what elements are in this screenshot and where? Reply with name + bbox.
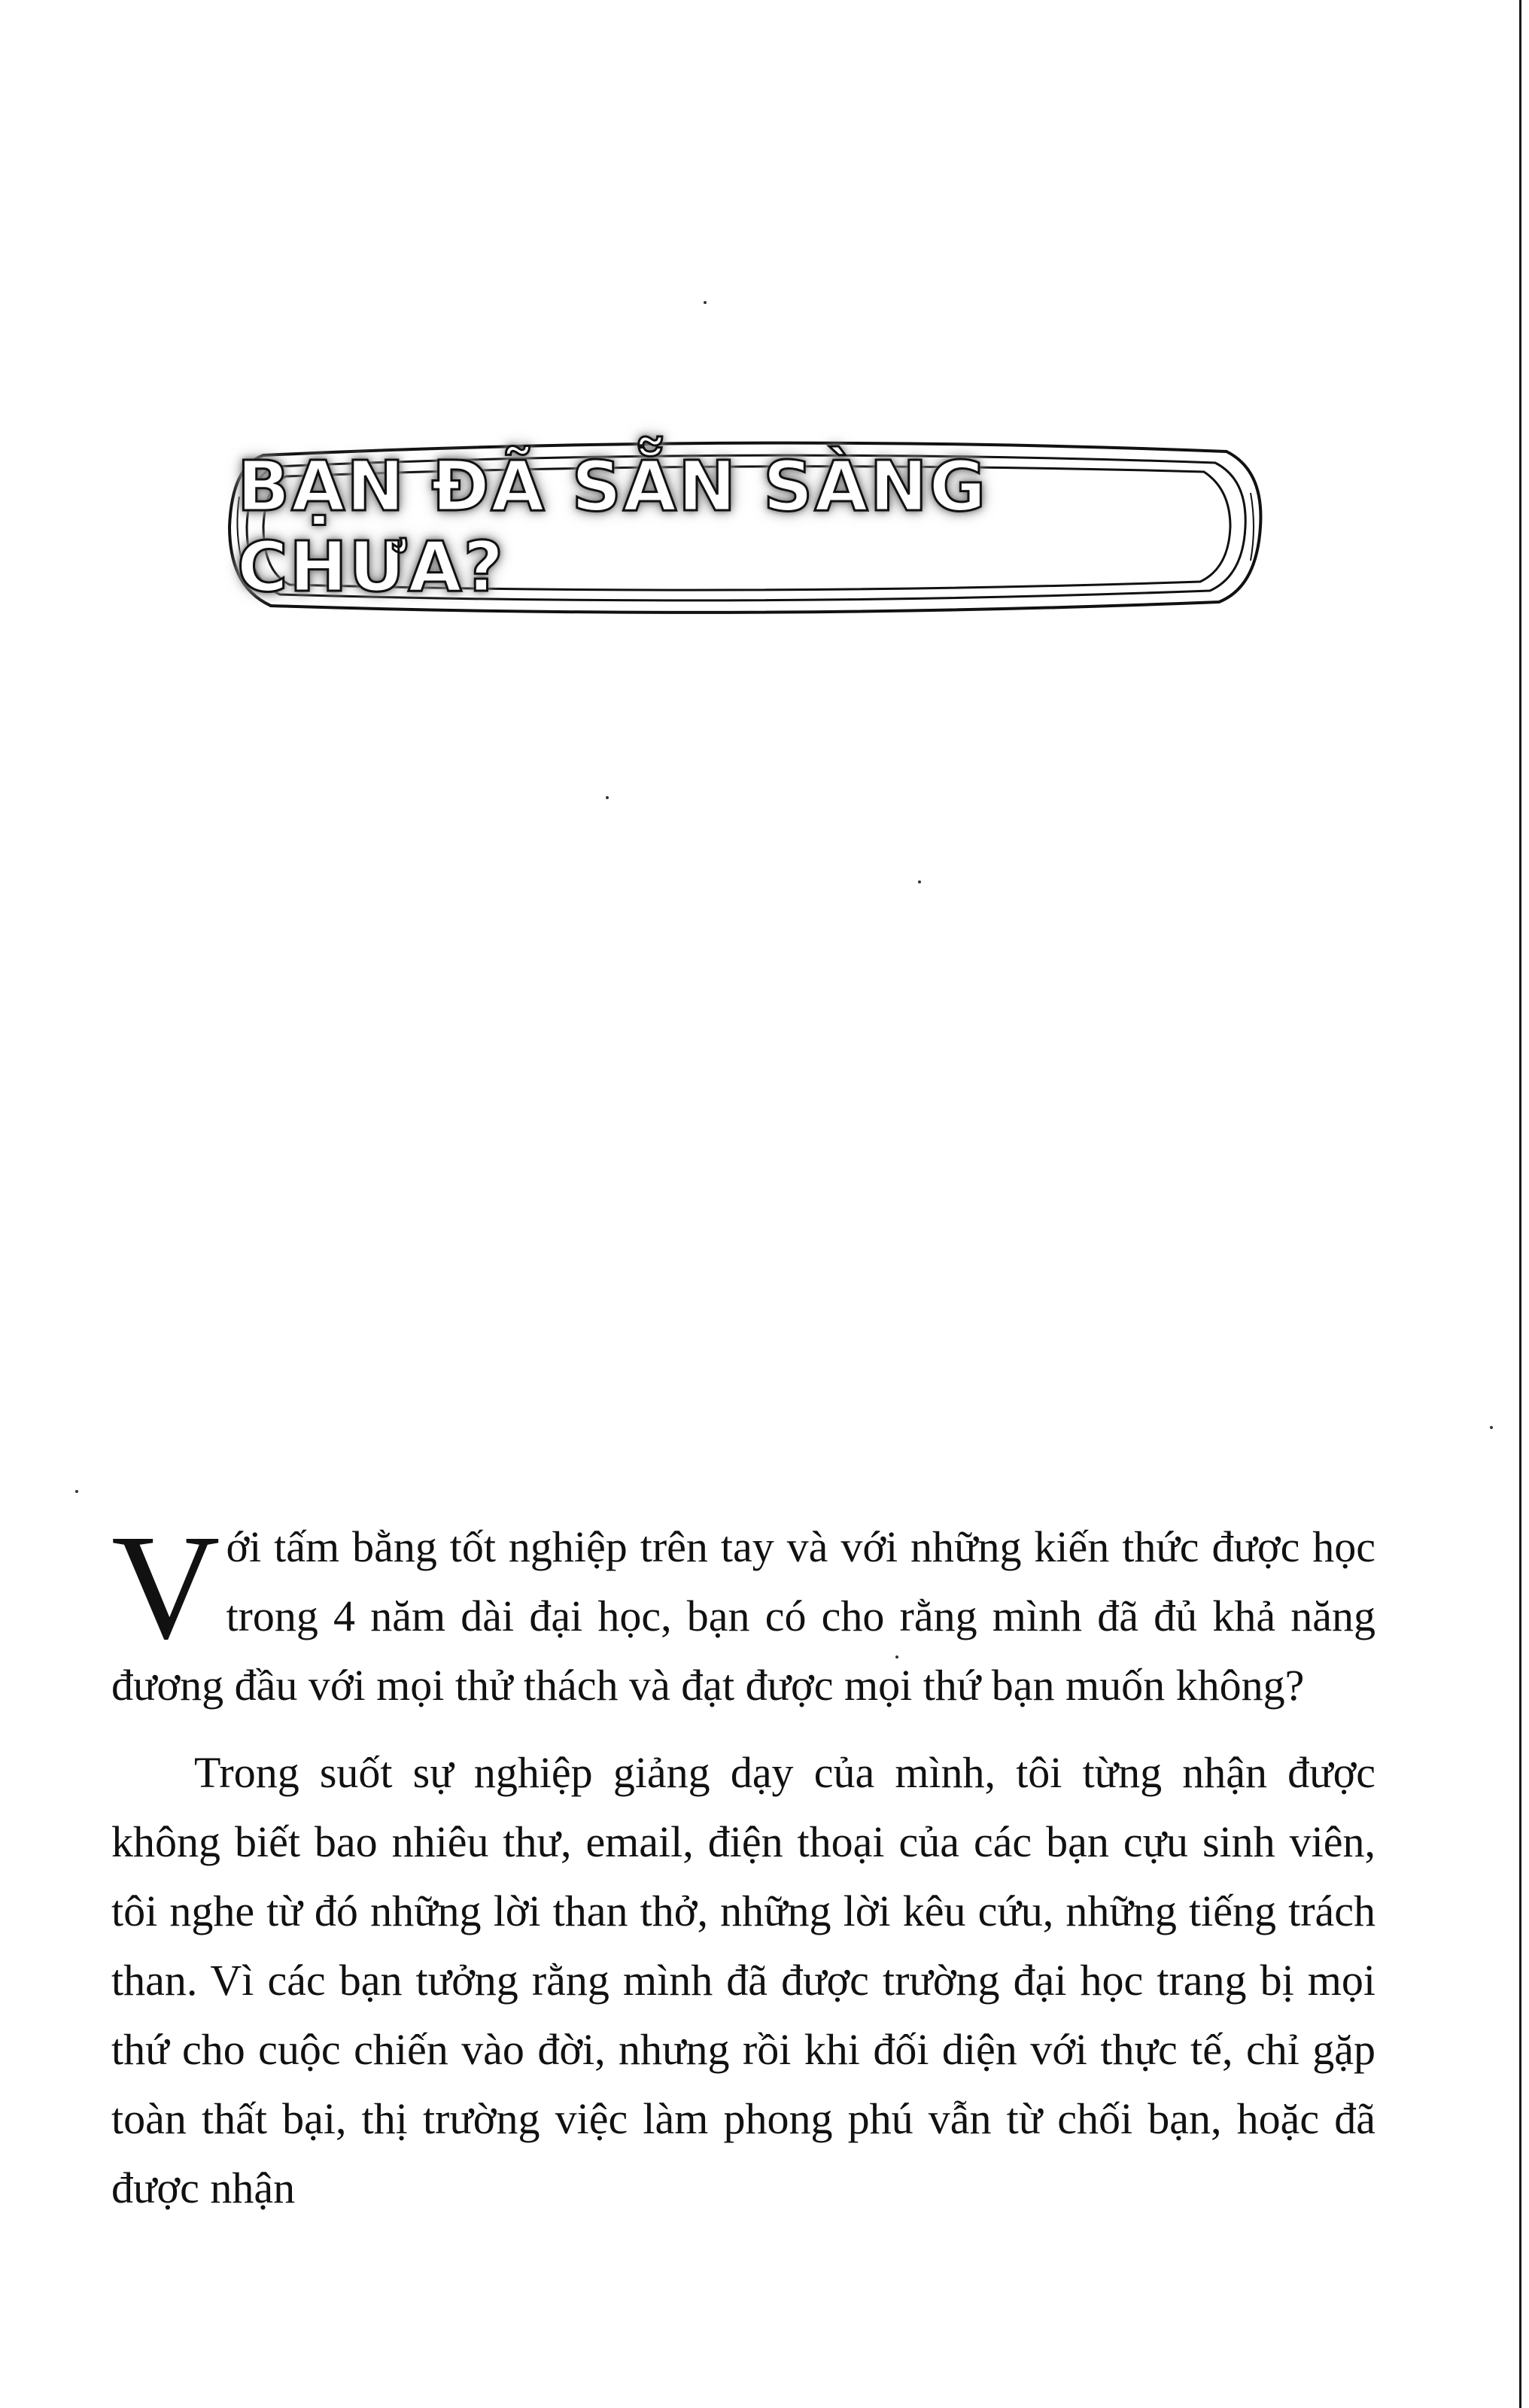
- body-text: [111, 1504, 1375, 2223]
- scan-speck: [75, 1490, 78, 1493]
- scan-speck: [606, 796, 609, 799]
- scan-speck: [918, 880, 921, 883]
- chapter-title-banner: [218, 425, 1272, 628]
- page-edge-line: [1519, 0, 1521, 2408]
- body-paragraph: Trong suốt sự nghiệp giảng dạy của mình, tôi từng nhận được không biết bao nhiêu thư, email, điện thoại của các bạn cựu sinh viên, tôi nghe từ đó những lời than thở, những lời kêu cứu, những tiếng trách than. Vì các bạn tưởng rằng mình đã được trường đại học trang bị mọi thứ cho cuộc chiến vào đời, nhưng rồi khi đối diện với thực tế, chỉ gặp toàn thất bại, thị trường việc làm phong phú vẫn từ chối bạn, hoặc đã được nhận: [111, 1748, 1375, 2212]
- drop-cap: V: [111, 1504, 220, 1671]
- chapter-title: BẠN ĐÃ SẴN SÀNG CHƯA?: [237, 446, 988, 607]
- intro-paragraph: [111, 1504, 1375, 1720]
- scan-speck: [704, 301, 707, 304]
- scan-speck: [895, 1655, 898, 1659]
- intro-text: ới tấm bằng tốt nghiệp trên tay và với những kiến thức được học trong 4 năm dài đại học, bạn có cho rằng mình đã đủ khả năng đương đầu với mọi thử thách và đạt được mọi thứ bạn muốn không?: [111, 1522, 1375, 1710]
- scan-speck: [1490, 1426, 1493, 1429]
